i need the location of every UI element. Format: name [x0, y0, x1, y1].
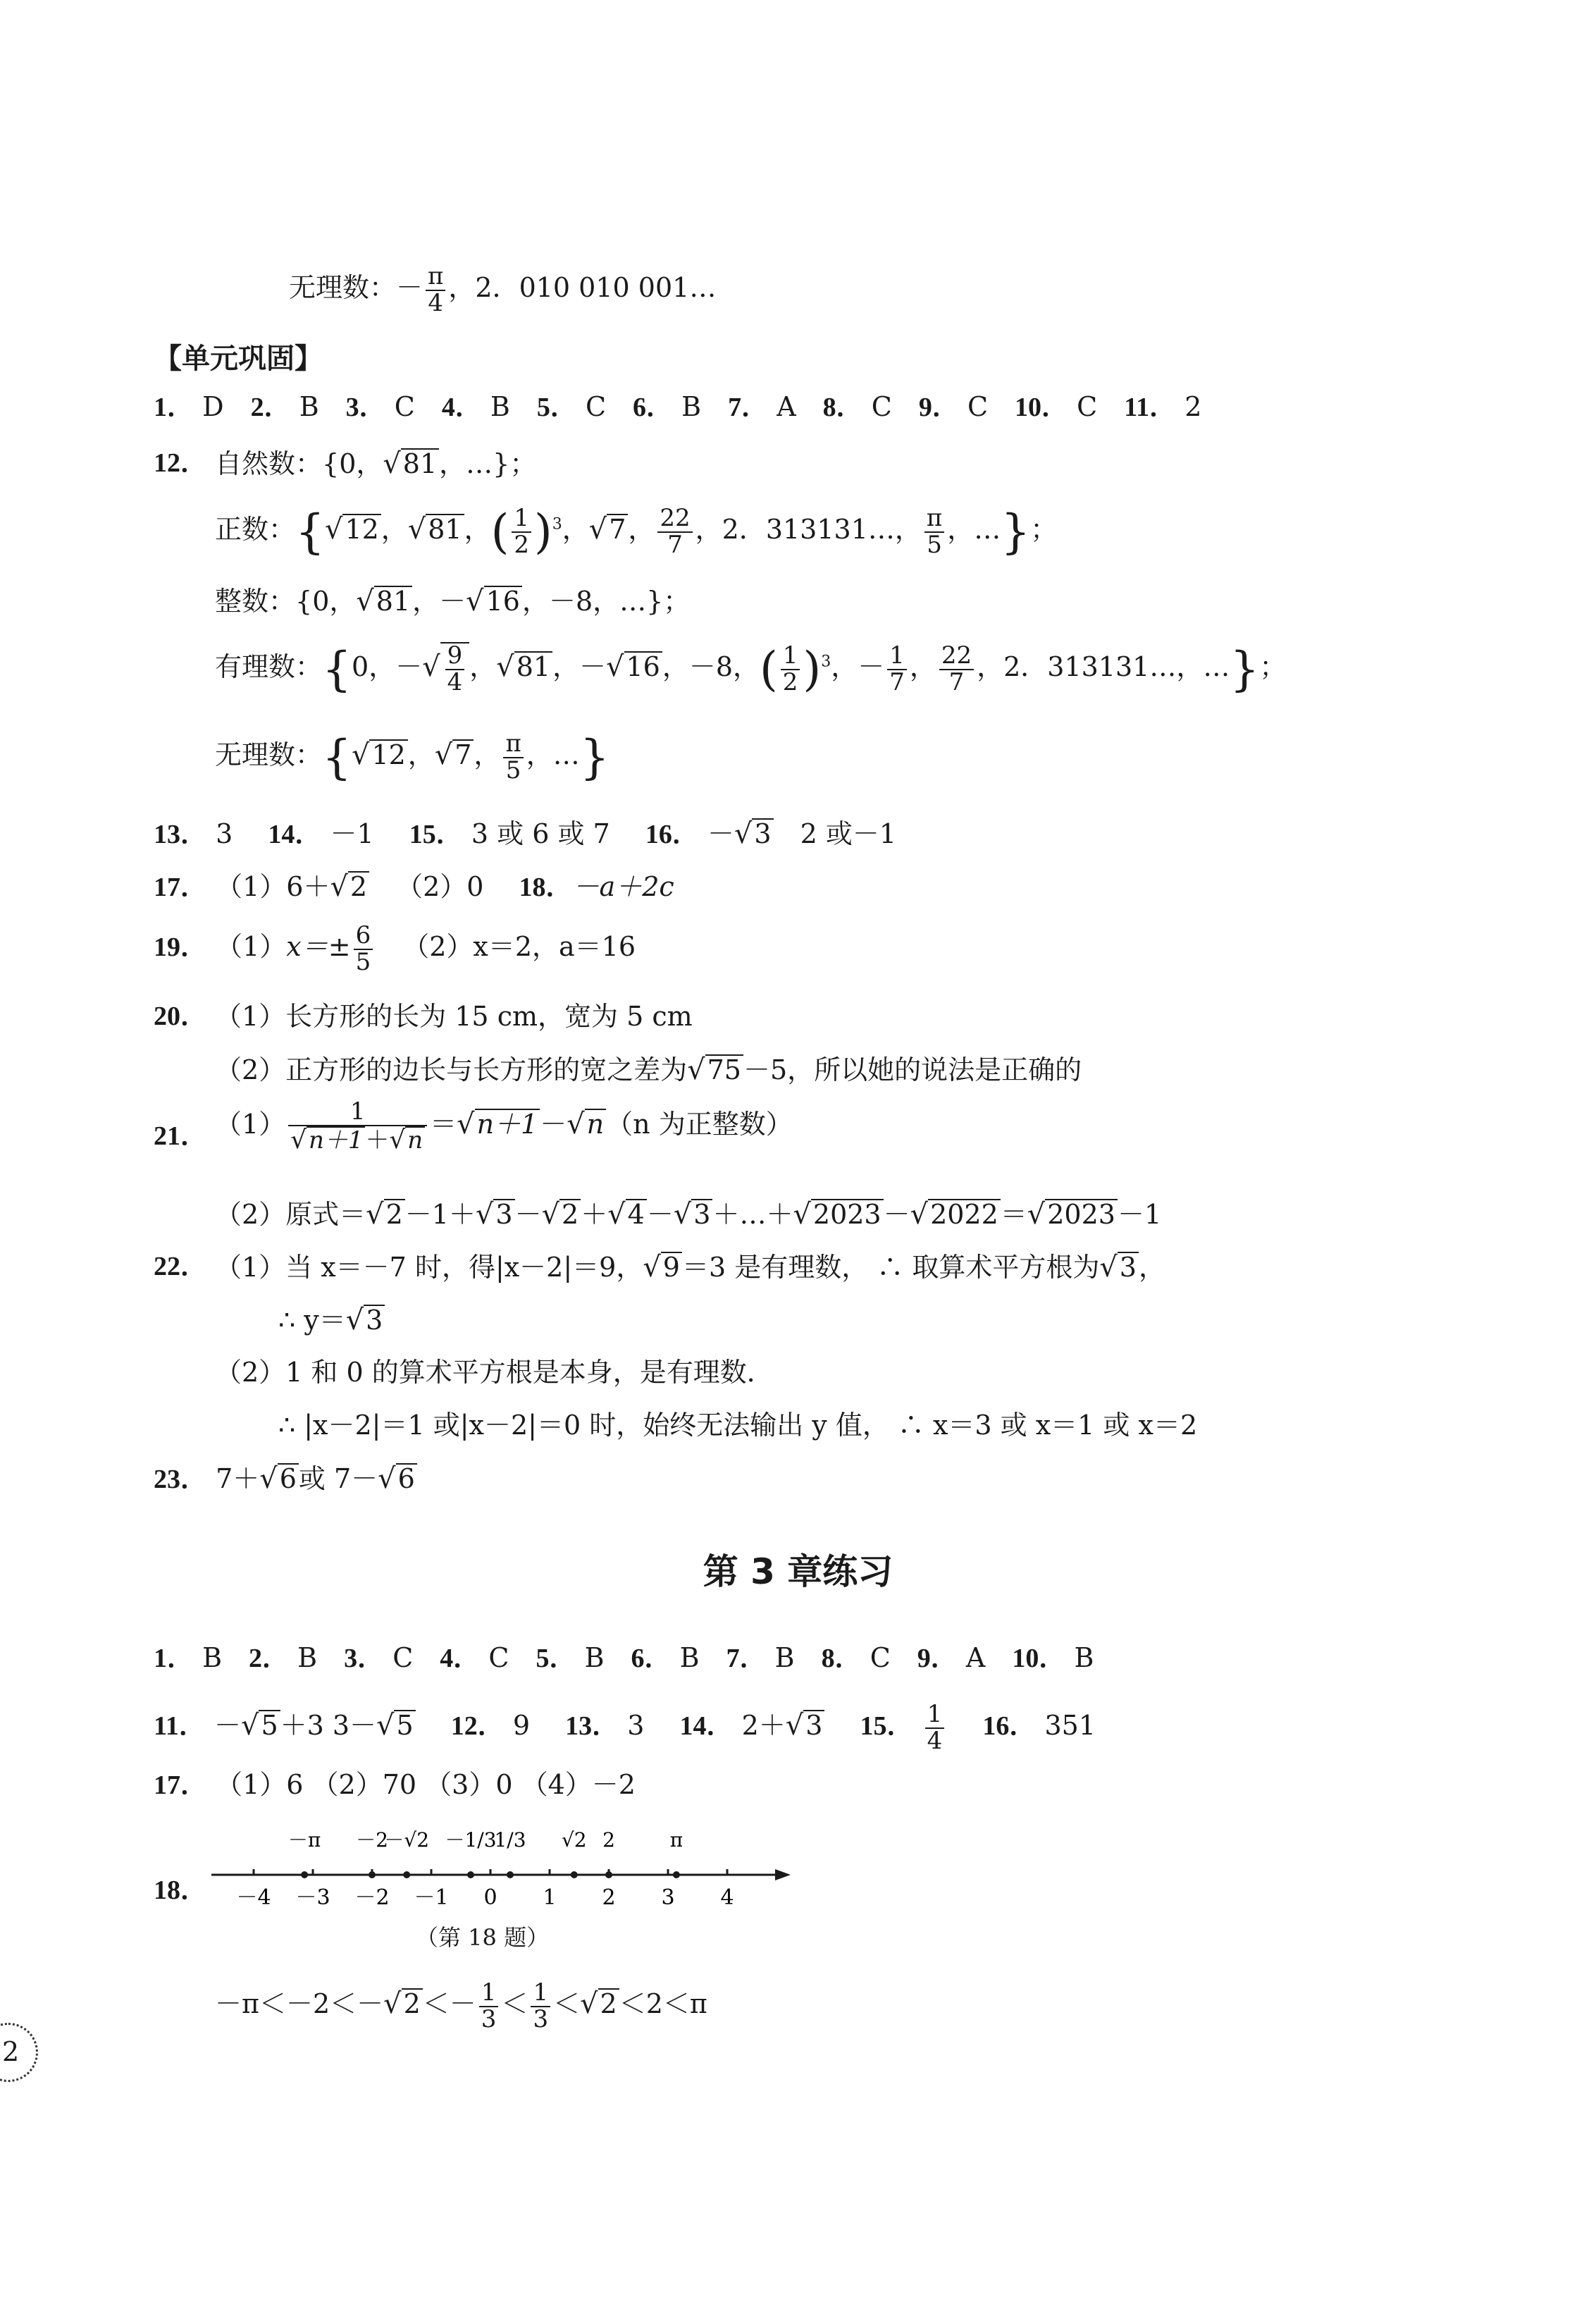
answer-item: 6． B	[631, 1642, 700, 1673]
radical-sign: √	[496, 651, 514, 684]
radical-sign: √	[541, 1198, 560, 1231]
radical-sign: √	[383, 448, 401, 480]
answer-item: 11． 2	[1124, 391, 1202, 422]
number-line-caption: （第 18 题）	[416, 1924, 550, 1951]
one-third-fraction: $\frac{1}{3}$	[479, 1981, 499, 2032]
chapter-3-title: 第 3 章练习	[703, 1551, 893, 1592]
fraction-22-7: $\frac{22}{7}$	[657, 506, 692, 558]
radical-sign: √	[643, 1251, 661, 1283]
c3-q18-ordering: －π＜－2＜－√2＜－ $\frac{1}{3}$ ＜ $\frac{1}{3}$ ＜√2＜2＜π	[215, 1978, 707, 2033]
answer-item: 10． B	[1012, 1642, 1094, 1673]
q12-irrational-line: 无理数：{√12，√7， $\frac{\pi}{5}$ ，…}	[215, 729, 610, 784]
sqrt-16: 16	[624, 651, 662, 682]
answers-row-19: 19． （1）x＝± $\frac{6}{5}$ （2）x＝2，a＝16	[154, 921, 636, 976]
one-seventh-fraction: $\frac{1}{7}$	[887, 643, 907, 695]
unit-review-heading: 【单元巩固】	[154, 343, 323, 374]
point-label: －2	[356, 1828, 388, 1852]
point-marker	[571, 1871, 578, 1878]
fraction-22-7: $\frac{22}{7}$	[939, 643, 974, 695]
q12-positive-line: 正数：{√12，√81，( $\frac{1}{2}$ )$^3$，√7， $\frac{22}{7}$ ，2．313131…， $\frac{\pi}{5}$ ，…}；	[215, 503, 1058, 559]
sqrt-81: 81	[426, 514, 464, 545]
answer-item: 2． B	[250, 391, 319, 422]
sqrt-2: 2	[402, 1988, 423, 2019]
radical-sign: √	[290, 1125, 307, 1154]
sqrt-75: 75	[705, 1054, 743, 1085]
point-label: 2	[602, 1828, 615, 1852]
sqrt-16: 16	[484, 586, 522, 617]
q21-line-2: （2）原式＝√2－1＋√3－√2＋√4－√3＋…＋√2023－√2022＝√2023－1	[215, 1198, 1162, 1231]
tick-label: 4	[720, 1885, 734, 1910]
point-marker	[673, 1871, 680, 1878]
c3-answers-row-17: 17． （1）6 （2）70 （3）0 （4）－2	[154, 1769, 636, 1800]
q22-line-1: （1）当 x＝－7 时，得|x－2|＝9，√9＝3 是有理数， ∴ 取算术平方根为√3，	[215, 1251, 1165, 1283]
answer-item: 10． C	[1015, 391, 1098, 422]
sqrt-5: 5	[259, 1710, 280, 1741]
radical-sign: √	[588, 513, 607, 546]
radical-sign: √	[356, 585, 374, 617]
answers-row-23: 23． 7＋√6或 7－√6	[154, 1462, 417, 1496]
radical-sign: √	[910, 1198, 929, 1231]
radical-sign: √	[607, 1198, 626, 1231]
sqrt-81: 81	[401, 448, 439, 479]
q12-integer-line: 整数：{0，√81，－√16，－8，…}；	[215, 585, 691, 617]
q22-line-2: ∴ y＝√3	[278, 1304, 385, 1338]
answer-item: 4． B	[441, 391, 510, 422]
sqrt-81: 81	[374, 586, 412, 617]
answer-item: 3． C	[345, 391, 415, 422]
point-marker	[467, 1871, 474, 1878]
q20-line-1: （1）长方形的长为 15 cm，宽为 5 cm	[215, 1001, 693, 1032]
tick-label: 1	[543, 1885, 557, 1910]
radical-sign: √	[567, 1108, 585, 1141]
point-label: －π	[287, 1828, 321, 1852]
sqrt-7: 7	[607, 514, 628, 545]
sqrt-3: 3	[752, 818, 773, 849]
sqrt-2: 2	[348, 871, 369, 902]
q21-number: 21．	[154, 1121, 208, 1151]
sqrt-7: 7	[452, 739, 474, 770]
tick-label: －2	[354, 1885, 390, 1910]
point-label: √2	[561, 1828, 587, 1852]
answer-item: 9． C	[918, 391, 989, 422]
radical-sign: √	[580, 1988, 598, 2021]
answers-row-17-18: 17． （1）6＋√2 （2）0 18．－a＋2c	[154, 870, 674, 903]
radical-sign: √	[793, 1198, 811, 1231]
reciprocal-sum-fraction: $\frac{1}{√n+1+√n}$	[288, 1100, 427, 1154]
answer-item: 3． C	[344, 1642, 414, 1673]
q12-rational-line: 有理数：{0，－√ $\frac{9}{4}$ ，√81，－√16，－8，( $\frac{1}{2}$ )$^3$，－ $\frac{1}{7}$ ， $\frac{22}{7}$ ，2．313131…，…}；	[215, 641, 1287, 696]
radical-sign: √	[466, 585, 484, 617]
radical-sign: √	[366, 1198, 384, 1231]
q12-natural-line: 自然数：{0，√81，…}；	[215, 448, 537, 480]
point-label: －1/3	[445, 1828, 497, 1852]
radical-sign: √	[325, 513, 343, 546]
point-marker	[507, 1871, 514, 1878]
point-marker	[369, 1871, 376, 1878]
radical-sign: √	[606, 651, 624, 684]
number-line-figure	[211, 1818, 803, 1924]
radical-sign: √	[259, 1462, 278, 1495]
tick-label: －3	[295, 1885, 330, 1910]
c3-answers-row-1-10	[154, 1642, 1094, 1675]
point-marker	[605, 1871, 612, 1878]
answer-item: 4． C	[440, 1642, 509, 1673]
tick-label: 0	[483, 1885, 497, 1910]
sqrt-81: 81	[514, 651, 552, 682]
answer-item: 8． C	[821, 1642, 891, 1673]
sqrt-12: 12	[369, 739, 407, 770]
radical-sign: √	[389, 1125, 406, 1154]
radical-sign: √	[378, 1462, 396, 1495]
q22-number: 22．	[154, 1252, 208, 1281]
answer-item: 9． A	[917, 1642, 986, 1673]
c3-answers-row-11-16: 11． －√5＋3 3－√5 12． 9 13． 3 14． 2＋√3 15． $\frac{1}{4}$ 16． 351	[154, 1700, 1096, 1755]
radical-sign: √	[1099, 1251, 1118, 1283]
sqrt-9: 9	[661, 1252, 682, 1283]
q22-line-4: ∴ |x－2|＝1 或|x－2|＝0 时，始终无法输出 y 值， ∴ x＝3 或 x＝1 或 x＝2	[278, 1410, 1198, 1441]
radical-sign: √	[422, 651, 440, 684]
radical-sign: √	[687, 1054, 705, 1086]
q22-line-3: （2）1 和 0 的算术平方根是本身，是有理数．	[215, 1357, 774, 1388]
q20-number: 20．	[154, 1002, 208, 1031]
neg-pi-over-4-fraction: $\frac{\pi}{4}$	[426, 264, 445, 316]
sqrt-2: 2	[598, 1988, 619, 2019]
point-label: 1/3	[494, 1828, 526, 1852]
tick-label: －1	[414, 1885, 449, 1910]
tick-label: 2	[602, 1885, 616, 1910]
q21-line-1: （1） $\frac{1}{√n+1+√n}$ ＝√n＋1－√n（n 为正整数）	[215, 1097, 793, 1154]
radical-sign: √	[734, 818, 753, 850]
answer-item: 1． B	[154, 1642, 223, 1673]
sqrt-6: 6	[278, 1463, 299, 1494]
q12-number: 12．	[154, 448, 208, 478]
point-label: π	[669, 1828, 683, 1852]
one-third-fraction: $\frac{1}{3}$	[531, 1981, 550, 2032]
sqrt-3: 3	[364, 1305, 385, 1336]
answers-row-13-16: 13． 3 14． －1 15． 3 或 6 或 7 16． －√3 2 或－1	[154, 818, 897, 850]
page-number-badge	[0, 2023, 38, 2082]
radical-sign: √	[785, 1709, 804, 1742]
tick-label: －4	[236, 1885, 271, 1910]
answer-item: 8． C	[822, 391, 892, 422]
radical-sign: √	[345, 1304, 364, 1336]
answer-item: 7． B	[726, 1642, 795, 1673]
radical-sign: √	[457, 1108, 475, 1141]
page-number: 2	[2, 2036, 20, 2067]
radical-sign: √	[352, 739, 370, 772]
answer-item: 5． B	[536, 1642, 605, 1673]
sqrt-5: 5	[394, 1710, 415, 1741]
radical-sign: √	[383, 1988, 402, 2021]
radical-sign: √	[1027, 1198, 1046, 1231]
tick-label: 3	[661, 1885, 675, 1910]
answers-row-1-11	[154, 391, 1201, 424]
radical-sign: √	[475, 1198, 494, 1231]
half-fraction: $\frac{1}{2}$	[512, 506, 531, 558]
half-fraction: $\frac{1}{2}$	[781, 643, 800, 695]
number-line-arrow	[775, 1869, 791, 1880]
sqrt-3: 3	[803, 1710, 824, 1741]
sqrt-12: 12	[342, 514, 381, 545]
answer-item: 7． A	[728, 391, 796, 422]
irrational-prev-line: 无理数：－ $\frac{\pi}{4}$ ，2．010 010 001…	[289, 262, 717, 317]
radical-sign: √	[330, 870, 348, 903]
sqrt-9-over-4: $\frac{9}{4}$	[440, 642, 470, 695]
sqrt-n: n	[585, 1109, 606, 1140]
point-marker	[403, 1871, 410, 1878]
sqrt-n-plus-1: n＋1	[475, 1109, 540, 1140]
pi-over-5-fraction: $\frac{\pi}{5}$	[924, 506, 944, 558]
radical-sign: √	[407, 513, 426, 546]
answer-item: 6． B	[633, 391, 702, 422]
point-marker	[301, 1871, 308, 1878]
radical-sign: √	[241, 1709, 259, 1742]
q20-line-2: （2）正方形的边长与长方形的宽之差为√75－5，所以她的说法是正确的	[215, 1054, 1082, 1086]
point-label: －√2	[384, 1828, 430, 1852]
sqrt-6: 6	[396, 1463, 417, 1494]
c3-q18-number: 18．	[154, 1875, 208, 1905]
answer-item: 5． C	[536, 391, 607, 422]
answer-item: 2． B	[249, 1642, 318, 1673]
sqrt-3: 3	[1118, 1252, 1139, 1283]
pi-over-5-fraction: $\frac{\pi}{5}$	[503, 732, 523, 783]
answer-item: 1． D	[154, 391, 224, 422]
radical-sign: √	[673, 1198, 692, 1231]
six-fifths-fraction: $\frac{6}{5}$	[354, 923, 373, 975]
one-quarter-fraction: $\frac{1}{4}$	[925, 1702, 945, 1754]
radical-sign: √	[376, 1709, 395, 1742]
radical-sign: √	[434, 739, 453, 772]
